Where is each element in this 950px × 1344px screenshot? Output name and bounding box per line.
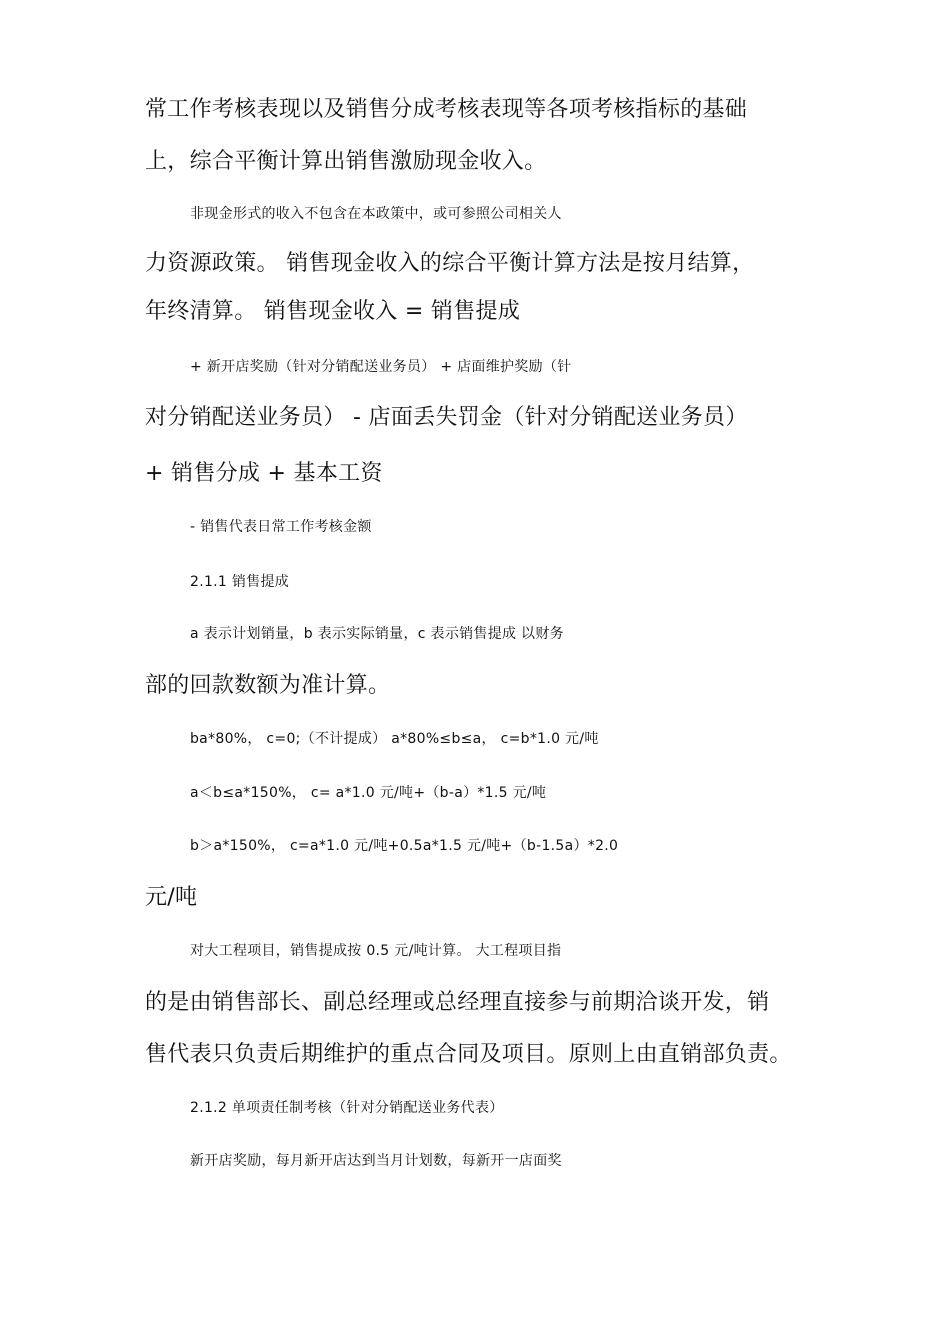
text-line: 常工作考核表现以及销售分成考核表现等各项考核指标的基础 xyxy=(145,97,748,122)
text-line: 上，综合平衡计算出销售激励现金收入。 xyxy=(145,149,547,174)
formula-line: 元/吨 xyxy=(145,885,198,910)
text-line: 对分销配送业务员） - 店面丢失罚金（针对分销配送业务员） xyxy=(145,405,748,430)
section-heading: 2.1.1 销售提成 xyxy=(190,574,290,590)
text-line: 新开店奖励，每月新开店达到当月计划数，每新开一店面奖 xyxy=(190,1153,562,1169)
text-line: a 表示计划销量，b 表示实际销量，c 表示销售提成 以财务 xyxy=(190,626,564,642)
formula-line: ba*80%， c=0;（不计提成） a*80%≤b≤a， c=b*1.0 元/吨 xyxy=(190,731,599,747)
formula-line: a＜b≤a*150%， c= a*1.0 元/吨+（b-a）*1.5 元/吨 xyxy=(190,785,547,801)
text-line: 力资源政策。 销售现金收入的综合平衡计算方法是按月结算， xyxy=(145,251,755,276)
text-line: + 销售分成 + 基本工资 xyxy=(145,461,383,486)
text-line: - 销售代表日常工作考核金额 xyxy=(190,519,372,535)
text-line: 非现金形式的收入不包含在本政策中，或可参照公司相关人 xyxy=(190,206,562,222)
text-line: + 新开店奖励（针对分销配送业务员） + 店面维护奖励（针 xyxy=(190,359,572,375)
text-line: 的是由销售部长、副总经理或总经理直接参与前期洽谈开发，销 xyxy=(145,990,770,1015)
text-line: 售代表只负责后期维护的重点合同及项目。原则上由直销部负责。 xyxy=(145,1042,792,1067)
text-line: 年终清算。 销售现金收入 = 销售提成 xyxy=(145,299,521,324)
formula-line: b＞a*150%， c=a*1.0 元/吨+0.5a*1.5 元/吨+（b-1.5a）*2.0 xyxy=(190,838,619,854)
text-line: 部的回款数额为准计算。 xyxy=(145,673,391,698)
section-heading: 2.1.2 单项责任制考核（针对分销配送业务代表） xyxy=(190,1100,504,1116)
text-line: 对大工程项目，销售提成按 0.5 元/吨计算。 大工程项目指 xyxy=(190,943,562,959)
